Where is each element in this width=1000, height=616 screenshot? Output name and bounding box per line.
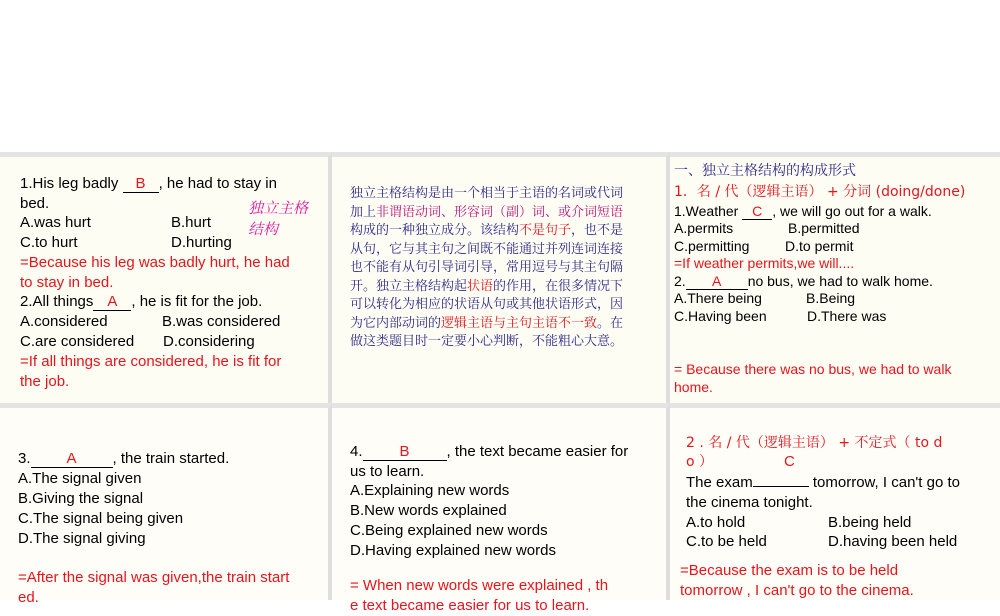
p3-q1-option-b: B.permitted: [788, 220, 860, 236]
section-heading: 一、独立主格结构的构成形式: [674, 163, 856, 179]
q5-answer: C: [784, 453, 795, 470]
p3-q2-stem: 2. A no bus, we had to walk home.: [674, 273, 933, 289]
q1-answer: B: [123, 176, 159, 193]
q4-stem: 4. B , the text became easier for: [350, 443, 629, 460]
p3-q2-explanation-line2: home.: [674, 379, 713, 395]
p3-q2-explanation-line1: = Because there was no bus, we had to walk: [674, 361, 952, 377]
definition-line: [350, 185, 623, 204]
definition-segment: 也不能有从句引导词引导，常用逗号与其主句隔: [350, 260, 624, 275]
q3-explanation-line1: =After the signal was given,the train start: [18, 569, 290, 586]
definition-segment: 的作用，在很多情况下: [493, 278, 624, 294]
p3-q1-option-a: A.permits: [674, 220, 734, 236]
definition-line: [350, 222, 623, 241]
q4-explanation-line2: e text became easier for us to learn.: [350, 597, 590, 614]
question-panel-1: [0, 152, 332, 403]
q5-blank: [753, 486, 809, 487]
q2-answer: A: [93, 294, 131, 311]
rule-two-line1: 2 . 名 / 代（逻辑主语） + 不定式（ to d: [686, 435, 943, 451]
question-panel-4: [332, 403, 670, 614]
q3-explanation-line2: ed.: [18, 589, 39, 606]
q2-option-b: B.was considered: [162, 313, 281, 330]
question-panel-3: [0, 403, 332, 606]
definition-segment: 。在: [597, 315, 624, 331]
p3-q2-option-c: C.Having been: [674, 308, 767, 324]
q3-answer: A: [31, 451, 113, 468]
definition-segment: 不是句子: [519, 223, 572, 238]
definition-segment: 构成的一种独立成分。该结构: [350, 223, 520, 238]
side-note-line1: 独立主格: [248, 199, 309, 217]
q1-option-c: C.to hurt: [20, 234, 78, 251]
definition-line: [350, 278, 623, 297]
rule-one: 1．名 / 代（逻辑主语） + 分词 (doing/done): [674, 184, 966, 200]
q1-option-a: A.was hurt: [20, 214, 91, 231]
q2-option-a: A.considered: [20, 313, 108, 330]
q3-stem: 3. A , the train started.: [18, 450, 230, 467]
q1-explanation-line2: to stay in bed.: [20, 274, 114, 291]
q5-option-a: A.to hold: [686, 514, 746, 531]
q1-explanation-line1: =Because his leg was badly hurt, he had: [20, 254, 290, 271]
definition-segment: 独立主格结构是由一个相当于主语的名词或代词: [350, 186, 624, 201]
q1-stem-line2: bed.: [20, 195, 50, 212]
q2-option-d: D.considering: [163, 333, 255, 350]
form-two-panel: [670, 403, 1000, 600]
definition-segment: 开。独立主格结构起: [350, 278, 468, 294]
q1-stem: 1.His leg badly B , he had to stay in: [20, 175, 277, 192]
definition-segment: 加上: [350, 204, 377, 220]
q2-option-c: C.are considered: [20, 333, 135, 350]
q3-option-a: A.The signal given: [18, 470, 142, 487]
definition-line: [350, 241, 623, 260]
q4-option-b: B.New words explained: [350, 502, 507, 519]
q5-explanation-line1: =Because the exam is to be held: [680, 562, 899, 579]
definition-segment: ，也不是: [571, 223, 624, 238]
definition-segment: 为它内部动词的: [350, 315, 442, 331]
q4-explanation-line1: = When new words were explained , th: [350, 577, 609, 594]
p3-q1-answer: C: [742, 203, 772, 220]
definition-line: [350, 333, 623, 352]
p3-q2-option-b: B.Being: [806, 290, 856, 306]
q4-option-d: D.Having explained new words: [350, 542, 556, 559]
q3-option-d: D.The signal giving: [18, 530, 146, 547]
p3-q1-explanation: =If weather permits,we will....: [674, 255, 855, 271]
q4-option-a: A.Explaining new words: [350, 482, 510, 499]
definition-segment: 做这类题目时一定要小心判断，不能粗心大意。: [350, 334, 624, 349]
p3-q1-stem: 1.Weather C , we will go out for a walk.: [674, 203, 932, 219]
p3-q1-option-d: D.to permit: [785, 238, 854, 254]
explanation-panel: [332, 152, 670, 403]
q5-stem-line2: the cinema tonight.: [686, 494, 813, 511]
p3-q2-answer: A: [686, 273, 748, 290]
definition-segment: 状语: [467, 278, 494, 294]
q1-option-b: B.hurt: [171, 214, 212, 231]
p3-q2-option-a: A.There being: [674, 290, 762, 306]
q5-explanation-line2: tomorrow , I can't go to the cinema.: [680, 582, 914, 599]
form-one-panel: [670, 152, 1000, 403]
definition-line: [350, 204, 623, 223]
q4-answer: B: [363, 444, 447, 461]
absolute-construction-definition: [350, 185, 623, 352]
rule-two-line2: o ）: [686, 454, 714, 470]
p3-q1-option-c: C.permitting: [674, 238, 750, 254]
q3-option-c: C.The signal being given: [18, 510, 184, 527]
definition-segment: 从句，它与其主句之间既不能通过并列连词连接: [350, 241, 624, 257]
q3-option-b: B.Giving the signal: [18, 490, 144, 507]
definition-line: [350, 259, 623, 278]
q2-stem: 2.All things A , he is fit for the job.: [20, 293, 263, 310]
q4-stem-line2: us to learn.: [350, 463, 425, 480]
q5-option-c: C.to be held: [686, 533, 767, 550]
definition-segment: 非谓语动词、形容词（副）词、或介词短语: [376, 204, 624, 220]
definition-line: [350, 296, 623, 315]
q5-option-d: D.having been held: [828, 533, 958, 550]
p3-q2-option-d: D.There was: [807, 308, 887, 324]
definition-segment: 可以转化为相应的状语从句或其他状语形式，因: [350, 297, 624, 312]
q4-option-c: C.Being explained new words: [350, 522, 548, 539]
definition-line: [350, 315, 623, 334]
q2-explanation-line1: =If all things are considered, he is fit for: [20, 353, 282, 370]
q2-explanation-line2: the job.: [20, 373, 70, 390]
definition-segment: 逻辑主语与主句主语不一致: [441, 315, 598, 331]
side-note-line2: 结构: [248, 220, 279, 238]
q1-option-d: D.hurting: [171, 234, 232, 251]
q5-stem: The exam tomorrow, I can't go to: [686, 474, 960, 491]
q5-option-b: B.being held: [828, 514, 912, 531]
